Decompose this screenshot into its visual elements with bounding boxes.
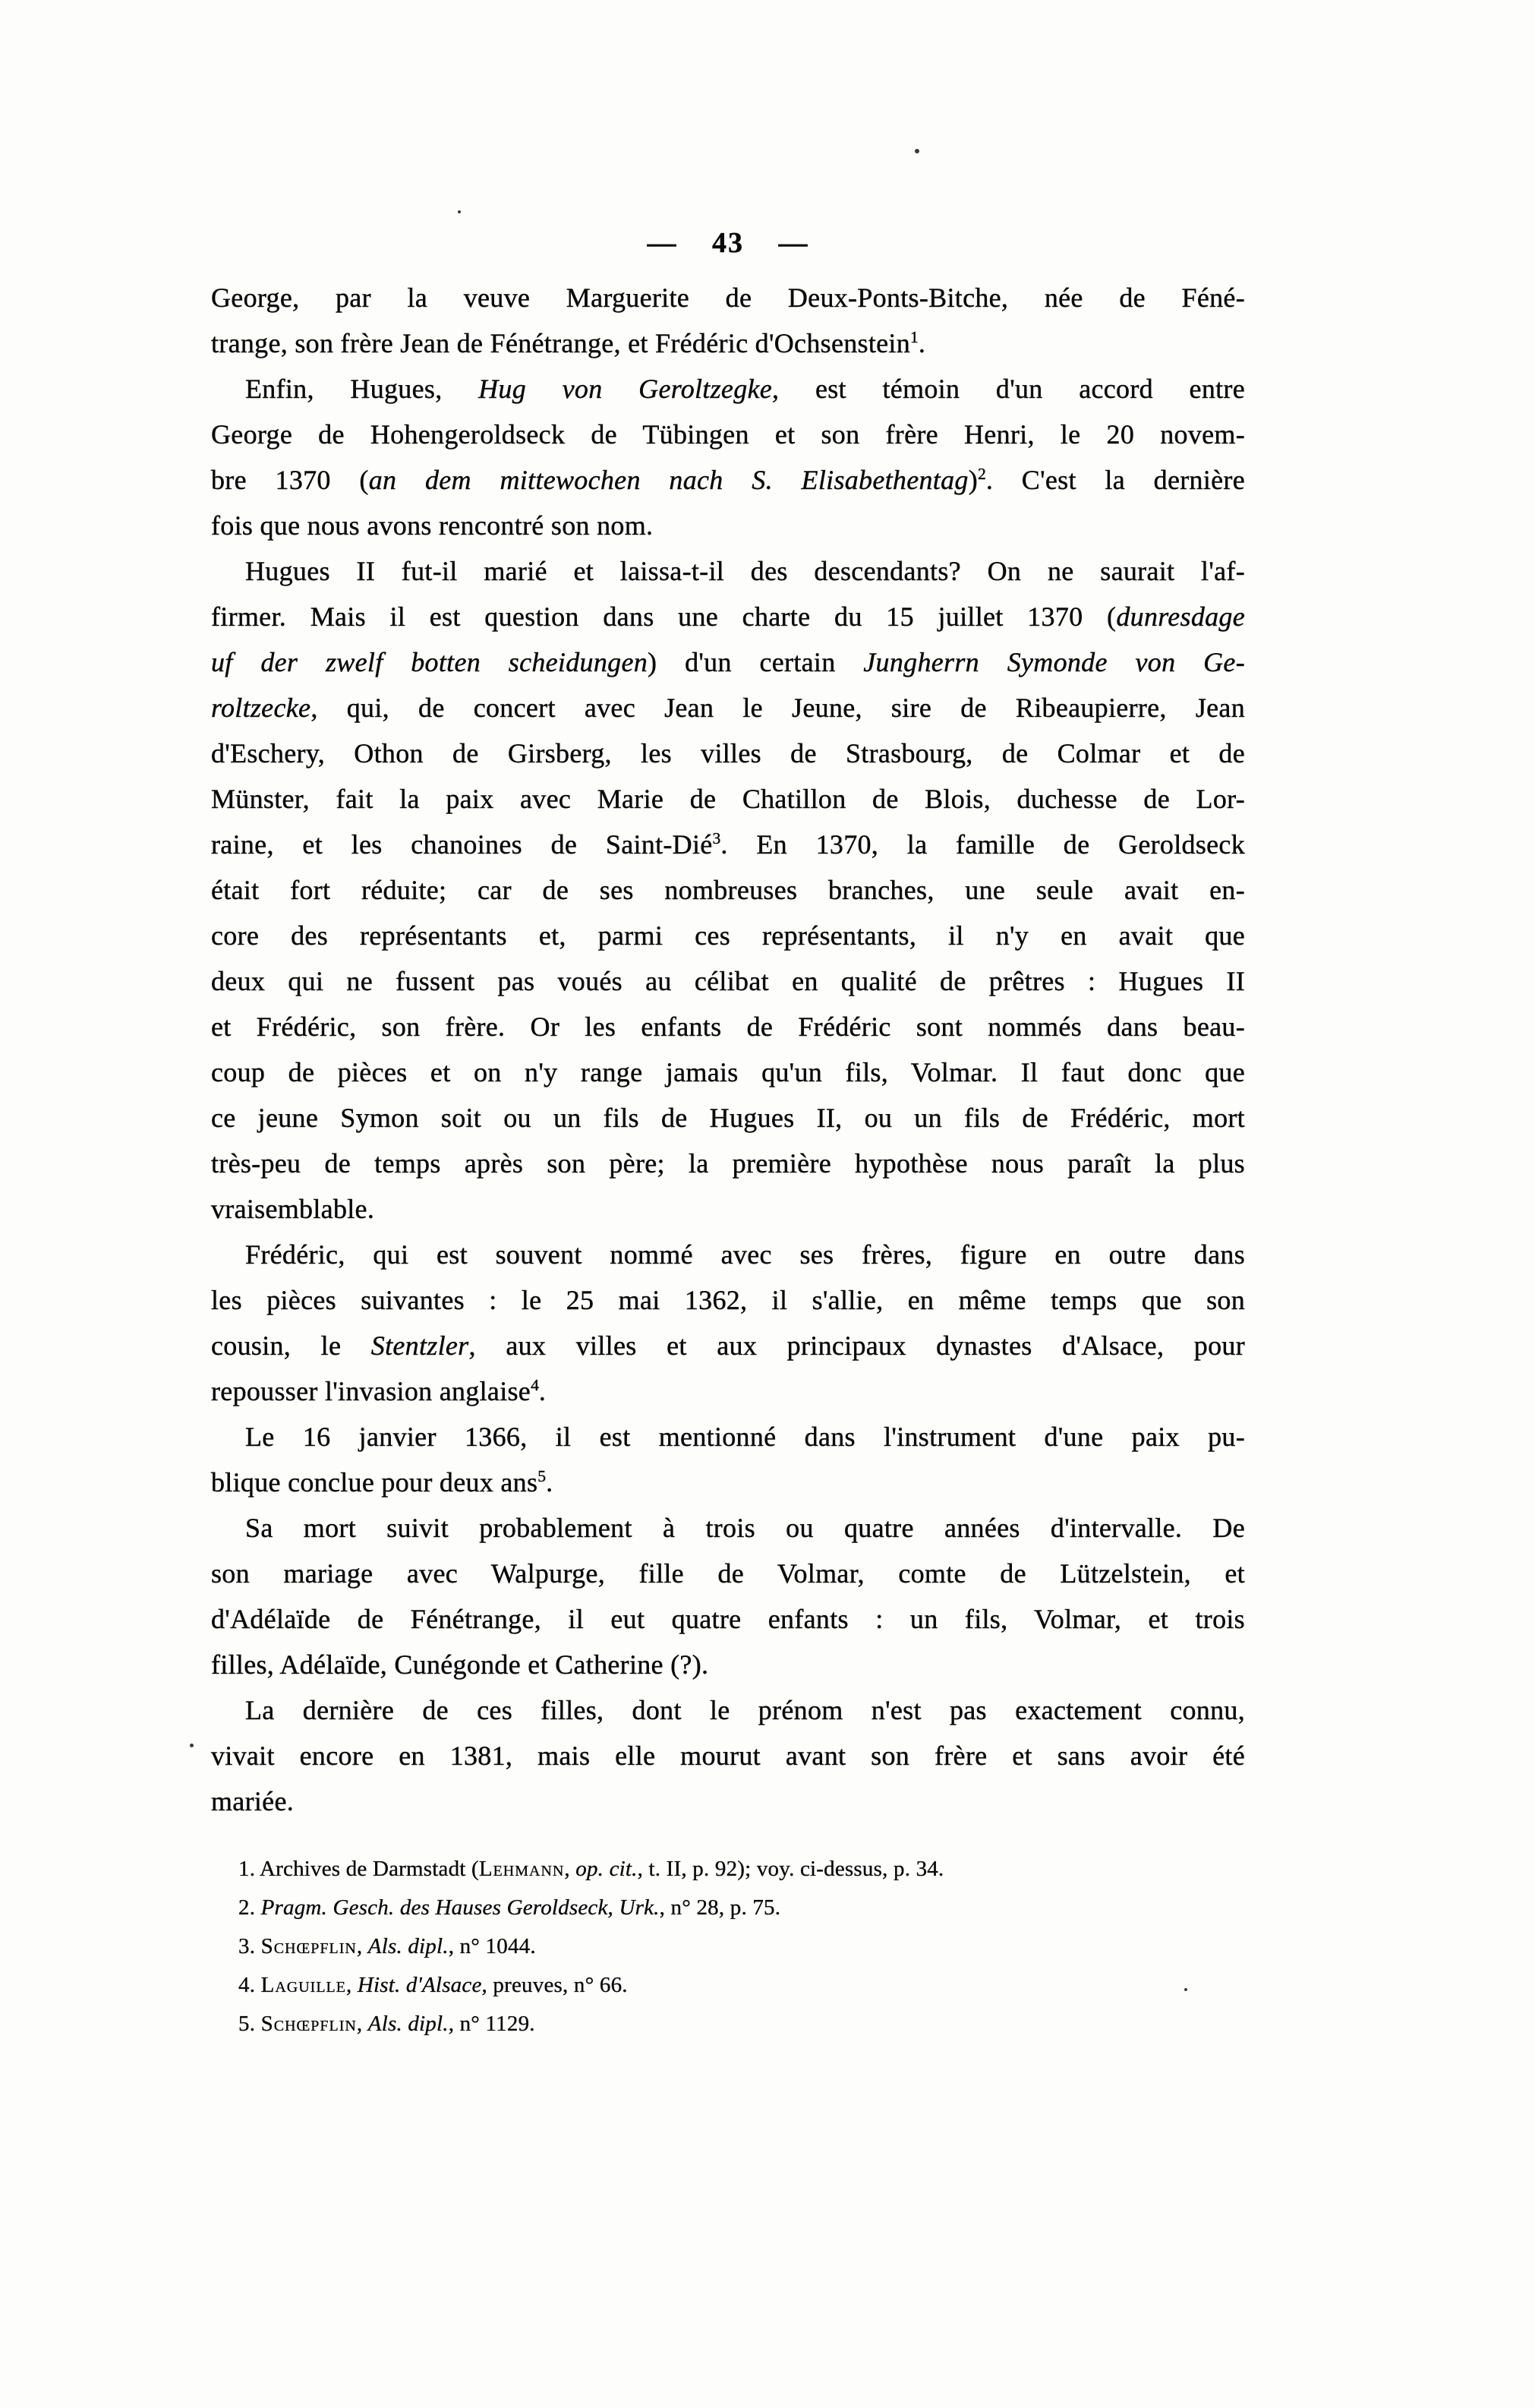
- text-segment: , qui, de concert avec Jean le Jeune, sire de Ribeaupierre, Jean: [310, 693, 1245, 723]
- text-line: [211, 1551, 1245, 1596]
- text-segment: Hugues II fut-il marié et laissa-t-il des descendants? On ne saurait l'af-: [245, 556, 1245, 586]
- text-line: [211, 1004, 1245, 1049]
- text-segment: ,: [356, 2012, 368, 2036]
- text-line: [211, 1141, 1245, 1186]
- text-line: [211, 731, 1245, 776]
- text-segment: Hist. d'Alsace: [357, 1973, 482, 1997]
- text-segment: Als. dipl.: [367, 2012, 449, 2036]
- text-segment: raine, et les chanoines de Saint-Dié: [211, 829, 713, 860]
- text-segment: George, par la veuve Marguerite de Deux-Ponts-Bitche, née de Féné-: [211, 282, 1245, 313]
- footnotes: [211, 1850, 1245, 2043]
- text-segment: La dernière de ces filles, dont le prénom n'est pas exactement connu,: [245, 1695, 1245, 1725]
- body-text: [211, 275, 1245, 1824]
- text-line: [211, 822, 1245, 867]
- text-segment: , n° 1044.: [448, 1934, 536, 1958]
- text-segment: mariée.: [211, 1786, 295, 1816]
- text-segment: uf der zwelf botten scheidungen: [211, 647, 648, 677]
- text-line: [211, 1323, 1245, 1368]
- text-segment: , n° 28, p. 75.: [659, 1895, 781, 1920]
- text-segment: ) d'un certain: [648, 647, 864, 677]
- text-segment: deux qui ne fussent pas voués au célibat en qualité de prêtres : Hugues II: [211, 966, 1245, 996]
- text-line: [211, 1049, 1245, 1095]
- text-segment: Schœpflin: [260, 2012, 357, 2036]
- text-segment: 1. Archives de Darmstadt (: [238, 1857, 479, 1881]
- text-segment: an dem mittewochen nach S. Elisabethentag: [368, 465, 969, 495]
- text-line: [211, 594, 1245, 639]
- paragraph: [211, 548, 1245, 1232]
- text-line: [211, 1414, 1245, 1460]
- text-segment: .: [918, 328, 926, 358]
- text-segment: était fort réduite; car de ses nombreuses branches, une seule avait en-: [211, 875, 1245, 905]
- text-segment: Lehmann: [478, 1857, 565, 1881]
- text-segment: ce jeune Symon soit ou un fils de Hugues II, ou un fils de Frédéric, mort: [211, 1103, 1245, 1133]
- text-line: [211, 503, 1245, 548]
- scan-speck: [915, 149, 919, 153]
- text-line: [211, 548, 1245, 594]
- footnote-reference: 2: [978, 465, 986, 483]
- text-line: [211, 1368, 1245, 1414]
- text-segment: Hug von Geroltzegke: [478, 374, 773, 404]
- footnote-line: [211, 1889, 1245, 1927]
- text-line: [211, 1186, 1245, 1232]
- text-segment: George de Hohengeroldseck de Tübingen et son frère Henri, le 20 novem-: [211, 419, 1245, 450]
- text-segment: Enfin, Hugues,: [245, 374, 479, 404]
- text-line: [211, 1232, 1245, 1277]
- text-line: [211, 958, 1245, 1004]
- text-segment: repousser l'invasion anglaise: [211, 1376, 531, 1406]
- text-segment: coup de pièces et on n'y range jamais qu'un fils, Volmar. Il faut donc que: [211, 1057, 1245, 1087]
- paragraph: [211, 1414, 1245, 1505]
- text-segment: . En 1370, la famille de Geroldseck: [720, 829, 1245, 860]
- text-segment: ): [968, 465, 979, 495]
- text-segment: Laguille: [260, 1973, 346, 1997]
- text-segment: core des représentants et, parmi ces représentants, il n'y en avait que: [211, 920, 1245, 951]
- footnote-reference: 1: [910, 328, 919, 346]
- text-line: [211, 685, 1245, 731]
- text-segment: Als. dipl.: [367, 1934, 449, 1958]
- text-segment: 3.: [238, 1934, 261, 1958]
- text-segment: très-peu de temps après son père; la première hypothèse nous paraît la plus: [211, 1148, 1245, 1179]
- text-line: [211, 366, 1245, 412]
- text-segment: son mariage avec Walpurge, fille de Volmar, comte de Lützelstein, et: [211, 1558, 1245, 1589]
- text-segment: 2.: [238, 1895, 261, 1920]
- footnote-line: [211, 1966, 1245, 2005]
- text-segment: blique conclue pour deux ans: [211, 1467, 538, 1498]
- text-line: [211, 1687, 1245, 1733]
- footnote-line: [211, 2005, 1245, 2043]
- text-segment: d'Adélaïde de Fénétrange, il eut quatre enfants : un fils, Volmar, et trois: [211, 1604, 1245, 1634]
- text-line: [211, 1596, 1245, 1642]
- paragraph: [211, 1505, 1245, 1687]
- paragraph: [211, 1232, 1245, 1414]
- text-segment: roltzecke: [211, 693, 311, 723]
- text-segment: Le 16 janvier 1366, il est mentionné dans l'instrument d'une paix pu-: [245, 1422, 1245, 1452]
- text-segment: vraisemblable.: [211, 1194, 375, 1224]
- text-line: [211, 913, 1245, 958]
- footnote-line: [211, 1927, 1245, 1966]
- text-segment: op. cit.: [575, 1857, 638, 1881]
- footnote-reference: 5: [537, 1467, 547, 1485]
- text-line: [211, 275, 1245, 320]
- paragraph: [211, 275, 1245, 366]
- text-segment: ,: [345, 1973, 358, 1997]
- text-line: [211, 1277, 1245, 1323]
- text-segment: Schœpflin: [260, 1934, 357, 1958]
- paragraph: [211, 1687, 1245, 1824]
- text-segment: cousin, le: [211, 1330, 371, 1361]
- text-segment: dunresdage: [1116, 601, 1245, 632]
- text-segment: . C'est la dernière: [985, 465, 1245, 495]
- text-segment: filles, Adélaïde, Cunégonde et Catherine (?).: [211, 1649, 709, 1680]
- text-segment: fois que nous avons rencontré son nom.: [211, 510, 654, 541]
- text-segment: d'Eschery, Othon de Girsberg, les villes de Strasbourg, de Colmar et de: [211, 738, 1245, 768]
- text-line: [211, 1778, 1245, 1824]
- text-segment: Pragm. Gesch. des Hauses Geroldseck, Urk.: [260, 1895, 660, 1920]
- text-line: [211, 867, 1245, 913]
- paragraph: [211, 366, 1245, 548]
- scan-speck: [190, 1744, 194, 1747]
- footnote-line: [211, 1850, 1245, 1889]
- scan-speck: [1184, 1988, 1187, 1991]
- text-segment: .: [546, 1467, 553, 1498]
- text-segment: et Frédéric, son frère. Or les enfants de Frédéric sont nommés dans beau-: [211, 1011, 1245, 1042]
- footnote-reference: 3: [712, 829, 721, 847]
- text-segment: , preuves, n° 66.: [481, 1973, 628, 1997]
- text-segment: .: [538, 1376, 547, 1406]
- text-line: [211, 1642, 1245, 1687]
- text-segment: Stentzler: [370, 1330, 469, 1361]
- text-line: [211, 1095, 1245, 1141]
- text-line: [211, 457, 1245, 503]
- text-segment: 5.: [238, 2012, 261, 2036]
- text-line: [211, 412, 1245, 457]
- scan-speck: [458, 210, 461, 213]
- text-segment: Jungherrn Symonde von Ge-: [863, 647, 1246, 677]
- text-segment: Frédéric, qui est souvent nommé avec ses frères, figure en outre dans: [245, 1239, 1245, 1270]
- text-segment: , t. II, p. 92); voy. ci-dessus, p. 34.: [637, 1857, 944, 1881]
- text-segment: , n° 1129.: [448, 2012, 535, 2036]
- text-segment: trange, son frère Jean de Fénétrange, et Frédéric d'Ochsenstein: [211, 328, 911, 358]
- text-line: [211, 639, 1245, 685]
- page-number: — 43 —: [647, 227, 809, 259]
- text-line: [211, 1460, 1245, 1505]
- text-segment: , est témoin d'un accord entre: [772, 374, 1245, 404]
- text-segment: ,: [356, 1934, 368, 1958]
- text-segment: les pièces suivantes : le 25 mai 1362, il s'allie, en même temps que son: [211, 1285, 1245, 1315]
- text-segment: 4.: [238, 1973, 261, 1997]
- text-segment: vivait encore en 1381, mais elle mourut avant son frère et sans avoir été: [211, 1741, 1245, 1771]
- text-line: [211, 1733, 1245, 1778]
- text-segment: , aux villes et aux principaux dynastes d'Alsace, pour: [468, 1330, 1245, 1361]
- text-segment: ,: [564, 1857, 576, 1881]
- footnote-reference: 4: [531, 1376, 539, 1394]
- text-line: [211, 1505, 1245, 1551]
- text-segment: firmer. Mais il est question dans une charte du 15 juillet 1370 (: [211, 601, 1117, 632]
- text-segment: Münster, fait la paix avec Marie de Chatillon de Blois, duchesse de Lor-: [211, 784, 1245, 814]
- text-line: [211, 320, 1245, 366]
- text-segment: Sa mort suivit probablement à trois ou quatre années d'intervalle. De: [245, 1513, 1245, 1543]
- text-line: [211, 776, 1245, 822]
- text-segment: bre 1370 (: [211, 465, 369, 495]
